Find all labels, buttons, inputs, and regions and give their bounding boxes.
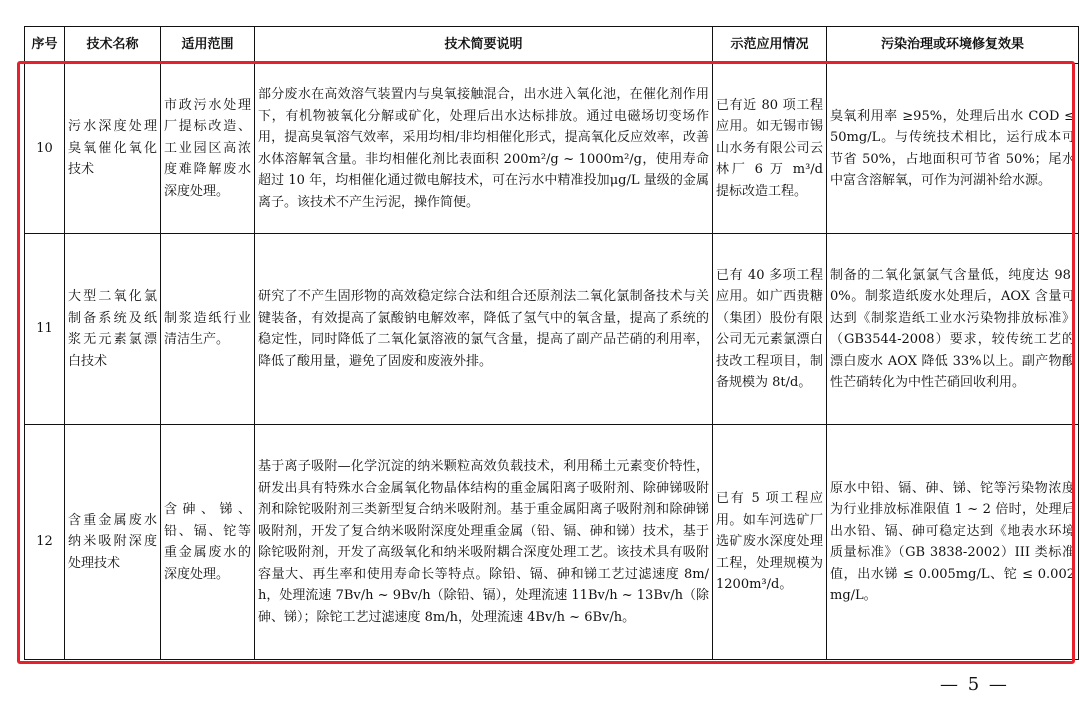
row-number: 12 bbox=[25, 425, 65, 660]
tech-scope: 制浆造纸行业清洁生产。 bbox=[161, 234, 255, 425]
demo-application: 已有 40 多项工程应用。如广西贵糖（集团）股份有限公司无元素氯漂白技改工程项目，制备规模为 8t/d。 bbox=[713, 234, 827, 425]
tech-description: 基于离子吸附—化学沉淀的纳米颗粒高效负载技术，利用稀土元素变价特性，研发出具有特殊水合金属氧化物晶体结构的重金属阳离子吸附剂、除砷锑吸附剂和除铊吸附剂三类新型复合纳米吸附剂。基于重金属阳离子吸附剂和除砷锑吸附剂，开发了复合纳米吸附深度处理重金属（铅、镉、砷和锑）技术，基于除铊吸附剂，开发了高级氧化和纳米吸附耦合深度处理工艺。该技术具有吸附容量大、再生率和使用寿命长等特点。除铅、镉、砷和锑工艺过滤速度 8m/h，处理流速 7Bv/h ~ 9Bv/h（除铅、镉），处理流速 11Bv/h ~ 13Bv/h（除砷、锑）；除铊工艺过滤速度 8m/h，处理流速 4Bv/h ~ 6Bv/h。 bbox=[255, 425, 713, 660]
tech-name: 污水深度处理臭氧催化氧化技术 bbox=[65, 64, 161, 234]
tech-scope: 含砷、锑、铅、镉、铊等重金属废水的深度处理。 bbox=[161, 425, 255, 660]
row-number: 10 bbox=[25, 64, 65, 234]
table-row bbox=[25, 64, 1079, 234]
page-number: — 5 — bbox=[940, 674, 1009, 695]
tech-name: 含重金属废水纳米吸附深度处理技术 bbox=[65, 425, 161, 660]
header-application: 示范应用情况 bbox=[713, 27, 827, 64]
header-scope: 适用范围 bbox=[161, 27, 255, 64]
table-header-row bbox=[25, 27, 1079, 64]
table-row bbox=[25, 234, 1079, 425]
technology-table bbox=[24, 26, 1079, 660]
tech-description: 研究了不产生固形物的高效稳定综合法和组合还原剂法二氧化氯制备技术与关键装备，有效提高了氯酸钠电解效率，降低了氢气中的氧含量，提高了系统的稳定性，同时降低了二氧化氯溶液的氯气含量，提高了副产品芒硝的利用率，降低了酸用量，避免了固废和废液外排。 bbox=[255, 234, 713, 425]
table-row bbox=[25, 425, 1079, 660]
row-number: 11 bbox=[25, 234, 65, 425]
header-tech-name: 技术名称 bbox=[65, 27, 161, 64]
demo-application: 已有 5 项工程应用。如车河选矿厂选矿废水深度处理工程，处理规模为 1200m³/d。 bbox=[713, 425, 827, 660]
tech-name: 大型二氧化氯制备系统及纸浆无元素氯漂白技术 bbox=[65, 234, 161, 425]
tech-scope: 市政污水处理厂提标改造、工业园区高浓度难降解废水深度处理。 bbox=[161, 64, 255, 234]
tech-description: 部分废水在高效溶气装置内与臭氧接触混合，出水进入氧化池，在催化剂作用下，有机物被氧化分解或矿化，处理后出水达标排放。通过电磁场切变场作用，提高臭氧溶气效率，采用均相/非均相催化形式，提高氧化反应效率，改善水体溶解氧含量。非均相催化剂比表面积 200m²/g ~ 1000m²/g，使用寿命超过 10 年，均相催化通过微电解技术，可在污水中精准投加μg/L 量级的金属离子。该技术不产生污泥，操作简便。 bbox=[255, 64, 713, 234]
header-description: 技术简要说明 bbox=[255, 27, 713, 64]
header-effect: 污染治理或环境修复效果 bbox=[827, 27, 1079, 64]
header-serial: 序号 bbox=[25, 27, 65, 64]
remediation-effect: 原水中铅、镉、砷、锑、铊等污染物浓度为行业排放标准限值 1 ~ 2 倍时，处理后出水铅、镉、砷可稳定达到《地表水环境质量标准》（GB 3838-2002）III 类标准值，出水锑 ≤ 0.005mg/L、铊 ≤ 0.002mg/L。 bbox=[827, 425, 1079, 660]
remediation-effect: 制备的二氧化氯氯气含量低，纯度达 98.0%。制浆造纸废水处理后，AOX 含量可达到《制浆造纸工业水污染物排放标准》（GB3544-2008）要求，较传统工艺的漂白废水 AOX 降低 33%以上。副产物酸性芒硝转化为中性芒硝回收利用。 bbox=[827, 234, 1079, 425]
remediation-effect: 臭氧利用率 ≥95%，处理后出水 COD ≤50mg/L。与传统技术相比，运行成本可节省 50%，占地面积可节省 50%；尾水中富含溶解氧，可作为河湖补给水源。 bbox=[827, 64, 1079, 234]
demo-application: 已有近 80 项工程应用。如无锡市锡山水务有限公司云林厂 6 万 m³/d 提标改造工程。 bbox=[713, 64, 827, 234]
